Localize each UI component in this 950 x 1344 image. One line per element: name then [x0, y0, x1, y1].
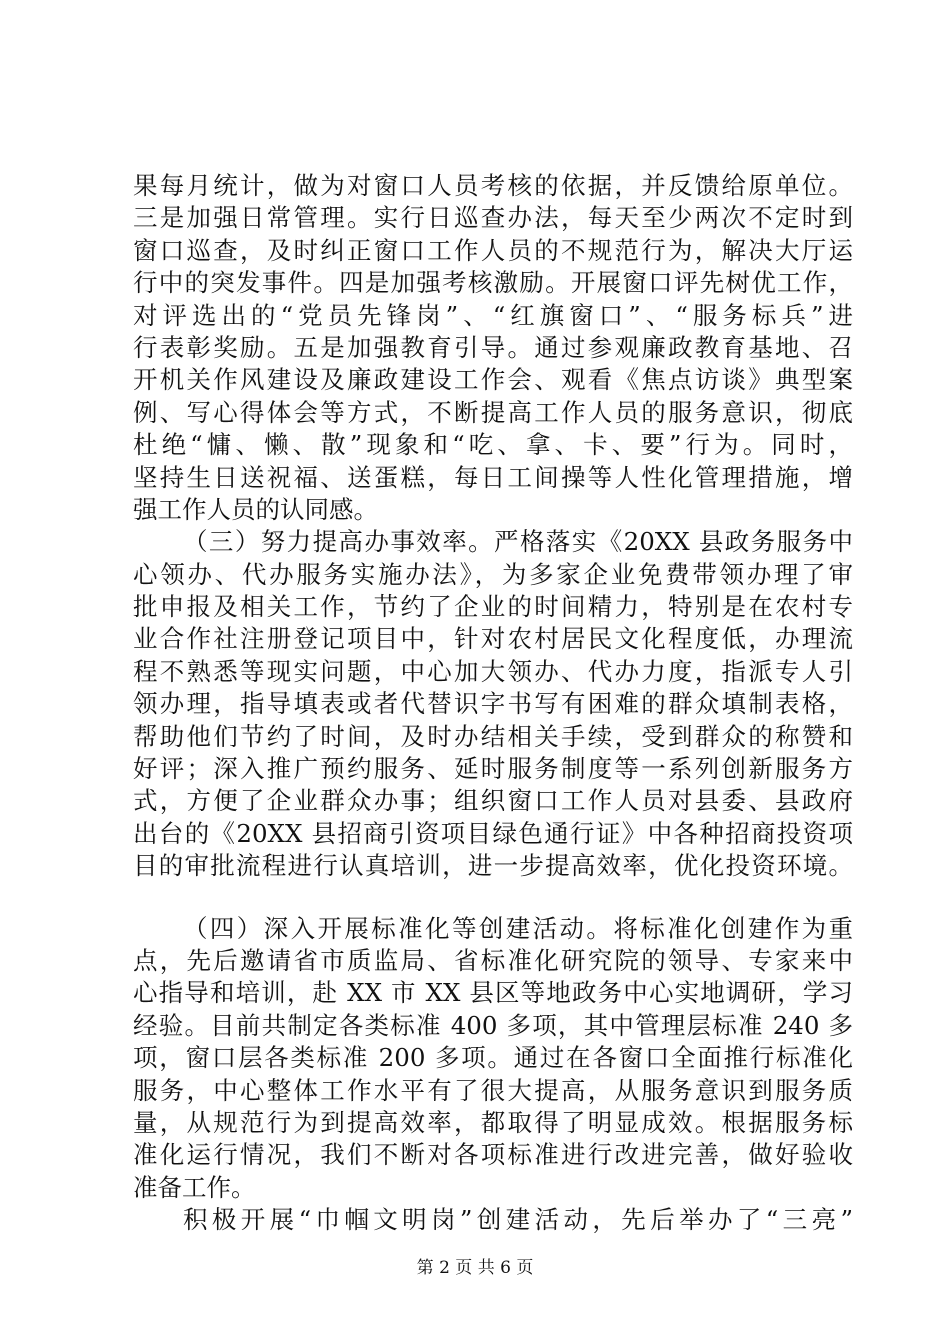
text-line: 果每月统计，做为对窗口人员考核的依据，并反馈给原单位。	[133, 171, 853, 200]
document-body	[133, 170, 853, 1237]
paragraph-spacer	[133, 883, 853, 913]
text-line: 强工作人员的认同感。	[133, 494, 378, 524]
text-line: 杜绝“慵、懒、散”现象和“吃、拿、卡、要”行为。同时，	[133, 430, 853, 460]
text-line: 程不熟悉等现实问题，中心加大领办、代办力度，指派专人引	[133, 656, 853, 686]
text-line: 量，从规范行为到提高效率，都取得了明显成效。根据服务标	[133, 1107, 853, 1137]
page-indicator: 第 2 页 共 6 页	[416, 1258, 534, 1278]
paragraph-heading-line: （三）努力提高办事效率。严格落实《20XX 县政务服务中	[183, 527, 853, 557]
paragraph-heading-line: （四）深入开展标准化等创建活动。将标准化创建作为重	[183, 913, 853, 943]
text-line: 准化运行情况，我们不断对各项标准进行改进完善，做好验收	[133, 1140, 853, 1170]
text-line: 式，方便了企业群众办事；组织窗口工作人员对县委、县政府	[133, 786, 853, 816]
text-line: 好评；深入推广预约服务、延时服务制度等一系列创新服务方	[133, 754, 853, 784]
text-line: 心指导和培训，赴 XX 市 XX 县区等地政务中心实地调研，学习	[133, 978, 853, 1008]
text-line: 经验。目前共制定各类标准 400 多项，其中管理层标准 240 多	[133, 1010, 853, 1040]
text-line: 开机关作风建设及廉政建设工作会、观看《焦点访谈》典型案	[133, 365, 853, 395]
text-line: 领办理，指导填表或者代替识字书写有困难的群众填制表格，	[133, 689, 853, 719]
text-line: 对评选出的“党员先锋岗”、“红旗窗口”、“服务标兵”进	[133, 300, 853, 330]
text-line: 心领办、代办服务实施办法》，为多家企业免费带领办理了审	[133, 559, 853, 589]
text-line: 行表彰奖励。五是加强教育引导。通过参观廉政教育基地、召	[133, 332, 853, 362]
text-line: 三是加强日常管理。实行日巡查办法，每天至少两次不定时到	[133, 203, 853, 233]
text-line: 业合作社注册登记项目中，针对农村居民文化程度低，办理流	[133, 624, 853, 654]
text-line: 批申报及相关工作，节约了企业的时间精力，特别是在农村专	[133, 592, 853, 622]
paragraph-heading-line: 积极开展“巾帼文明岗”创建活动，先后举办了“三亮”	[183, 1205, 853, 1235]
text-line: 出台的《20XX 县招商引资项目绿色通行证》中各种招商投资项	[133, 818, 853, 848]
text-line: 准备工作。	[133, 1172, 256, 1202]
text-line: 坚持生日送祝福、送蛋糕，每日工间操等人性化管理措施，增	[133, 462, 853, 492]
text-line: 帮助他们节约了时间，及时办结相关手续，受到群众的称赞和	[133, 721, 853, 751]
text-line: 行中的突发事件。四是加强考核激励。开展窗口评先树优工作，	[133, 268, 853, 298]
text-line: 服务，中心整体工作水平有了很大提高，从服务意识到服务质	[133, 1075, 853, 1105]
text-line: 目的审批流程进行认真培训，进一步提高效率，优化投资环境。	[133, 851, 853, 881]
text-line: 点，先后邀请省市质监局、省标准化研究院的领导、专家来中	[133, 945, 853, 975]
text-line: 例、写心得体会等方式，不断提高工作人员的服务意识，彻底	[133, 397, 853, 427]
text-line: 窗口巡查，及时纠正窗口工作人员的不规范行为，解决大厅运	[133, 235, 853, 265]
text-line: 项，窗口层各类标准 200 多项。通过在各窗口全面推行标准化	[133, 1043, 853, 1073]
page-footer	[0, 1256, 950, 1280]
